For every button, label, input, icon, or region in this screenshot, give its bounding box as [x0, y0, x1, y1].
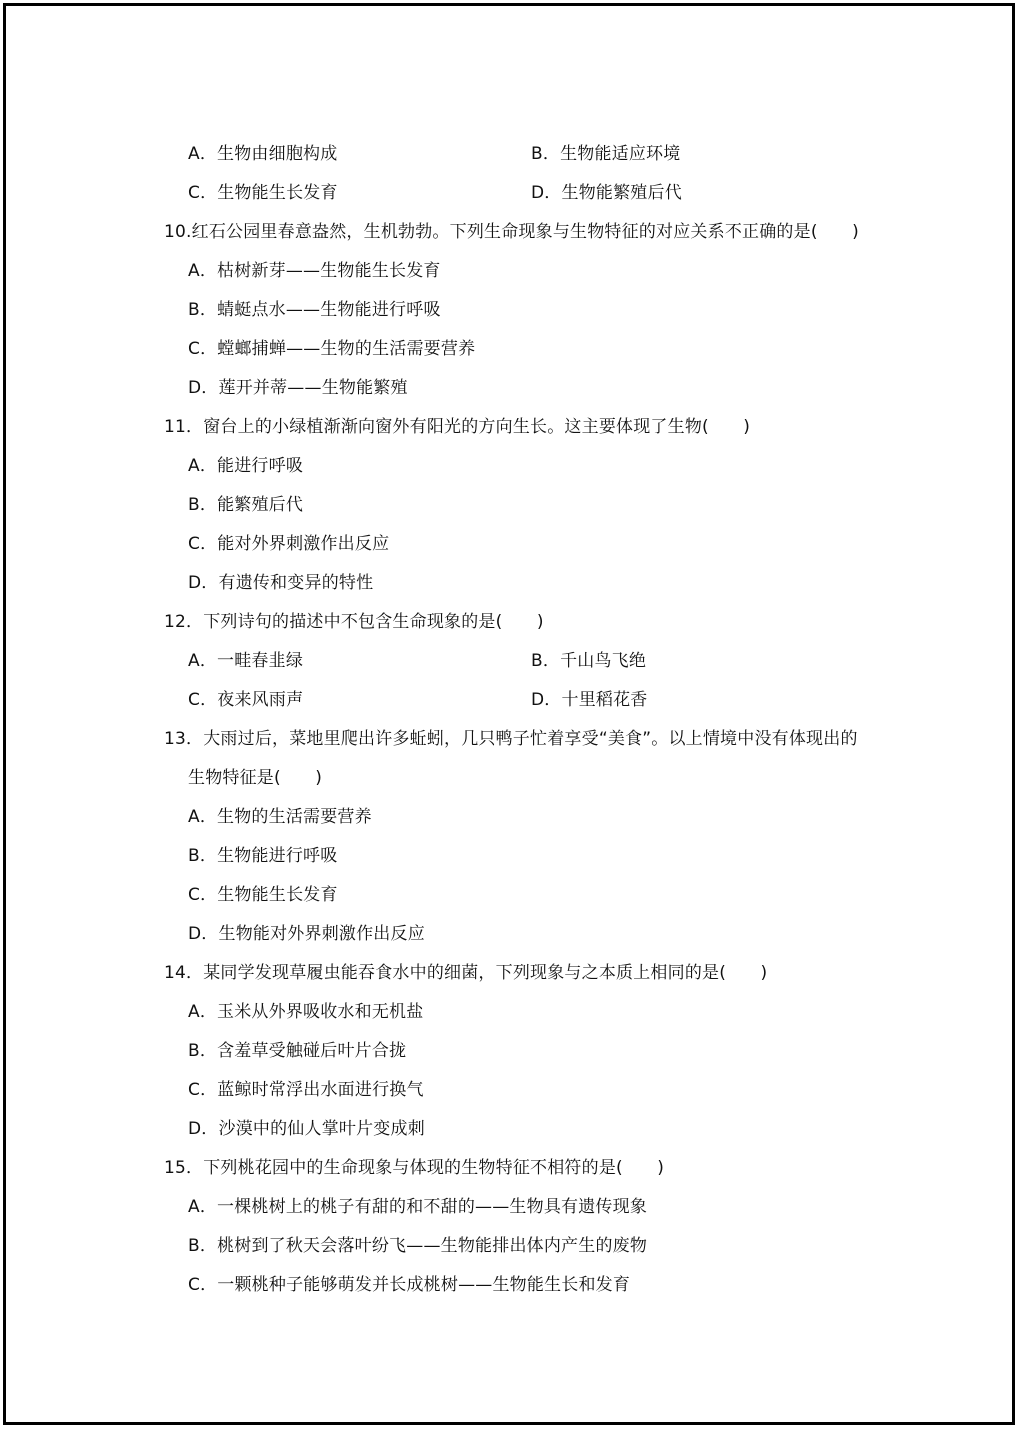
q12-option-a: A．一畦春韭绿 — [188, 651, 304, 671]
q14-option-a: A．玉米从外界吸收水和无机盐 — [188, 1002, 424, 1022]
q13-option-d: D．生物能对外界刺激作出反应 — [188, 924, 425, 944]
q14-option-d: D．沙漠中的仙人掌叶片变成刺 — [188, 1119, 425, 1139]
q12-stem: 12．下列诗句的描述中不包含生命现象的是( ) — [164, 612, 544, 632]
q14-stem: 14．某同学发现草履虫能吞食水中的细菌，下列现象与之本质上相同的是( ) — [164, 963, 768, 983]
q9-option-d: D．生物能繁殖后代 — [531, 183, 682, 203]
q15-stem: 15．下列桃花园中的生命现象与体现的生物特征不相符的是( ) — [164, 1158, 665, 1178]
q11-option-b: B．能繁殖后代 — [188, 495, 304, 515]
q11-option-c: C．能对外界刺激作出反应 — [188, 534, 390, 554]
q9-option-a: A．生物由细胞构成 — [188, 144, 338, 164]
q13-stem-continuation: 生物特征是( ) — [188, 768, 323, 788]
q15-option-a: A．一棵桃树上的桃子有甜的和不甜的——生物具有遗传现象 — [188, 1197, 648, 1217]
q12-option-b: B．千山鸟飞绝 — [531, 651, 647, 671]
q10-stem: 10.红石公园里春意盎然，生机勃勃。下列生命现象与生物特征的对应关系不正确的是( ) — [164, 222, 859, 242]
q15-option-c: C．一颗桃种子能够萌发并长成桃树——生物能生长和发育 — [188, 1275, 631, 1295]
q13-option-a: A．生物的生活需要营养 — [188, 807, 372, 827]
q11-stem: 11．窗台上的小绿植渐渐向窗外有阳光的方向生长。这主要体现了生物( ) — [164, 417, 751, 437]
q9-option-c: C．生物能生长发育 — [188, 183, 338, 203]
q10-option-d: D．莲开并蒂——生物能繁殖 — [188, 378, 408, 398]
q11-option-a: A．能进行呼吸 — [188, 456, 304, 476]
q10-option-a: A．枯树新芽——生物能生长发育 — [188, 261, 441, 281]
q12-option-d: D．十里稻花香 — [531, 690, 648, 710]
q13-option-b: B．生物能进行呼吸 — [188, 846, 338, 866]
q14-option-c: C．蓝鲸时常浮出水面进行换气 — [188, 1080, 424, 1100]
q11-option-d: D．有遗传和变异的特性 — [188, 573, 374, 593]
q12-option-c: C．夜来风雨声 — [188, 690, 304, 710]
q13-option-c: C．生物能生长发育 — [188, 885, 338, 905]
q10-option-b: B．蜻蜓点水——生物能进行呼吸 — [188, 300, 441, 320]
q9-option-b: B．生物能适应环境 — [531, 144, 681, 164]
q14-option-b: B．含羞草受触碰后叶片合拢 — [188, 1041, 407, 1061]
q10-option-c: C．螳螂捕蝉——生物的生活需要营养 — [188, 339, 476, 359]
q15-option-b: B．桃树到了秋天会落叶纷飞——生物能排出体内产生的废物 — [188, 1236, 648, 1256]
q13-stem: 13．大雨过后，菜地里爬出许多蚯蚓，几只鸭子忙着享受“美食”。以上情境中没有体现出的 — [164, 729, 858, 749]
